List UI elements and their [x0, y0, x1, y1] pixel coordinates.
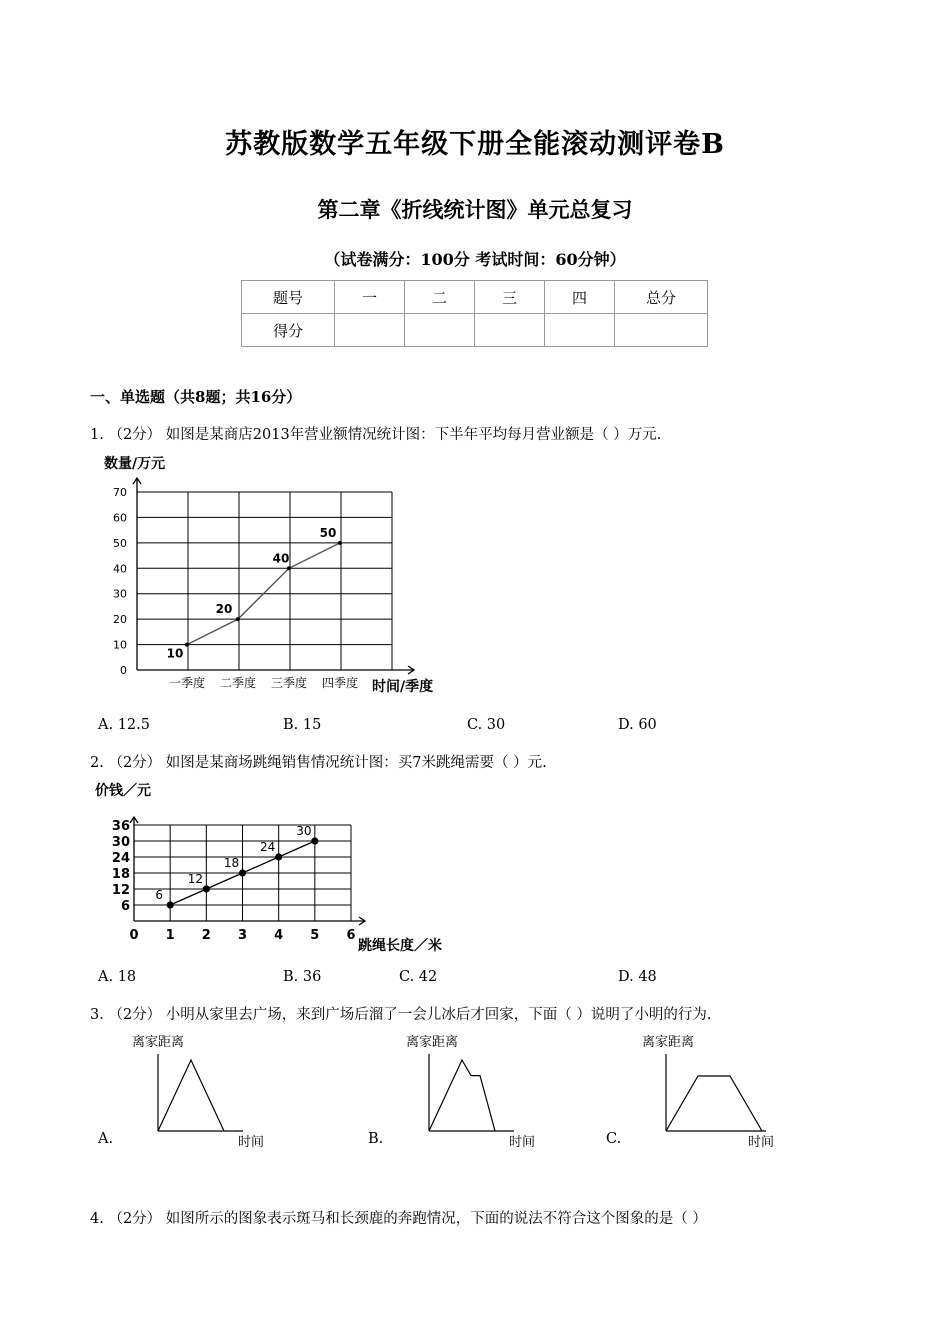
- x-tick-label: 2: [201, 928, 211, 943]
- data-label: 18: [223, 856, 240, 870]
- score-cell: 三: [475, 281, 545, 314]
- q3-option-b[interactable]: B.: [368, 1131, 384, 1147]
- x-tick-label: 四季度: [321, 676, 359, 690]
- x-tick-label: 6: [346, 928, 356, 943]
- data-point: [287, 566, 291, 570]
- data-point: [167, 901, 174, 908]
- score-cell: 一: [335, 281, 405, 314]
- q1-option-c[interactable]: C. 30: [467, 717, 506, 733]
- score-input-cell[interactable]: [405, 314, 475, 347]
- q2-option-b[interactable]: B. 36: [283, 969, 322, 985]
- score-input-cell[interactable]: [545, 314, 615, 347]
- exam-info: （试卷满分：100分 考试时间：60分钟）: [324, 250, 626, 269]
- y-tick-label: 30: [111, 835, 130, 850]
- x-tick-label: 5: [310, 928, 320, 943]
- y-tick-label: 20: [113, 613, 127, 627]
- score-table: [241, 280, 708, 347]
- q3-option-a[interactable]: A.: [98, 1131, 114, 1147]
- data-point: [203, 885, 210, 892]
- data-point: [311, 837, 318, 844]
- score-cell: 二: [405, 281, 475, 314]
- chart2-y-ticks: [112, 819, 130, 914]
- score-table-score-row: [242, 314, 708, 347]
- q1-option-b[interactable]: B. 15: [283, 717, 322, 733]
- chart2-ylabel: 价钱／元: [95, 783, 151, 799]
- q3-graph-c: [638, 1030, 798, 1152]
- y-tick-label: 6: [120, 899, 130, 914]
- q3-option-c[interactable]: C.: [606, 1131, 622, 1147]
- data-point: [275, 853, 282, 860]
- exam-title: 苏教版数学五年级下册全能滚动测评卷B: [225, 129, 725, 160]
- section-title: 一、单选题（共8题；共16分）: [90, 388, 302, 406]
- chart1-ylabel: 数量/万元: [104, 456, 166, 472]
- y-tick-label: 0: [120, 664, 127, 677]
- data-label: 24: [260, 840, 276, 854]
- graph-b-xlabel: 时间: [509, 1135, 536, 1150]
- chart2-x-ticks: [129, 928, 355, 943]
- q2-option-c[interactable]: C. 42: [399, 969, 438, 985]
- y-tick-label: 10: [113, 638, 127, 652]
- data-point: [236, 617, 240, 621]
- score-input-cell[interactable]: [335, 314, 405, 347]
- question-3-text: 3. （2分） 小明从家里去广场，来到广场后溜了一会儿冰后才回家，下面（ ）说明了小明的行为.: [90, 1007, 712, 1023]
- score-table-header-row: [242, 281, 708, 314]
- x-tick-label: 3: [237, 928, 248, 943]
- y-tick-label: 70: [113, 486, 127, 499]
- data-label: 12: [187, 872, 203, 886]
- score-cell: 题号: [242, 281, 335, 314]
- chart1-y-ticks: [113, 486, 127, 677]
- y-tick-label: 36: [111, 819, 130, 834]
- graph-c-ylabel: 离家距离: [642, 1035, 695, 1050]
- data-label: 40: [272, 551, 290, 566]
- graph-c-line: [666, 1076, 762, 1131]
- graph-b-ylabel: 离家距离: [406, 1035, 459, 1050]
- score-cell: 得分: [242, 314, 335, 347]
- graph-a-xlabel: 时间: [238, 1135, 265, 1150]
- x-tick-label: 二季度: [219, 676, 257, 690]
- x-tick-label: 1: [165, 928, 175, 943]
- y-tick-label: 18: [111, 867, 130, 882]
- q3-graph-b: [402, 1030, 562, 1152]
- y-tick-label: 40: [113, 562, 127, 576]
- y-tick-label: 24: [111, 851, 130, 866]
- y-tick-label: 12: [111, 883, 130, 898]
- q1-option-a[interactable]: A. 12.5: [98, 717, 150, 733]
- data-label: 50: [319, 525, 337, 540]
- x-tick-label: 4: [274, 928, 284, 943]
- graph-a-line: [158, 1060, 224, 1131]
- data-label: 30: [296, 824, 312, 838]
- question-4-text: 4. （2分） 如图所示的图象表示斑马和长颈鹿的奔跑情况，下面的说法不符合这个图象的是（ ）: [90, 1211, 707, 1227]
- chart1-series: [167, 526, 342, 661]
- graph-a-ylabel: 离家距离: [132, 1035, 185, 1050]
- chart1-grid: [137, 492, 392, 670]
- q3-graph-a: [128, 1030, 288, 1152]
- graph-c-xlabel: 时间: [748, 1135, 775, 1150]
- y-tick-label: 60: [113, 511, 127, 525]
- graph-b-line: [429, 1060, 495, 1131]
- x-tick-label: 一季度: [168, 676, 206, 690]
- exam-subtitle: 第二章《折线统计图》单元总复习: [317, 197, 633, 222]
- y-tick-label: 30: [113, 587, 127, 601]
- question-1-text: 1. （2分） 如图是某商店2013年营业额情况统计图：下半年平均每月营业额是（ ）万元.: [90, 427, 662, 443]
- question-2-text: 2. （2分） 如图是某商场跳绳销售情况统计图：买7米跳绳需要（ ）元.: [90, 755, 547, 771]
- y-tick-label: 50: [113, 536, 127, 550]
- data-point: [185, 643, 189, 647]
- score-input-cell[interactable]: [475, 314, 545, 347]
- data-label: 10: [166, 646, 184, 661]
- chart1-x-ticks: [169, 675, 358, 690]
- q1-option-d[interactable]: D. 60: [618, 717, 657, 733]
- data-point: [338, 541, 342, 545]
- q2-option-a[interactable]: A. 18: [98, 969, 137, 985]
- x-tick-label: 三季度: [270, 676, 308, 690]
- chart2-xlabel: 跳绳长度／米: [358, 938, 442, 954]
- data-point: [239, 869, 246, 876]
- chart2-series: [155, 824, 318, 909]
- x-tick-label: 0: [129, 928, 139, 943]
- score-input-cell[interactable]: [615, 314, 708, 347]
- chart-q2: [90, 776, 470, 958]
- q2-option-d[interactable]: D. 48: [618, 969, 657, 985]
- data-label: 6: [155, 888, 163, 902]
- score-cell: 总分: [615, 281, 708, 314]
- score-cell: 四: [545, 281, 615, 314]
- chart1-xlabel: 时间/季度: [372, 679, 434, 695]
- chart-q1: [90, 448, 470, 700]
- data-label: 20: [215, 602, 233, 617]
